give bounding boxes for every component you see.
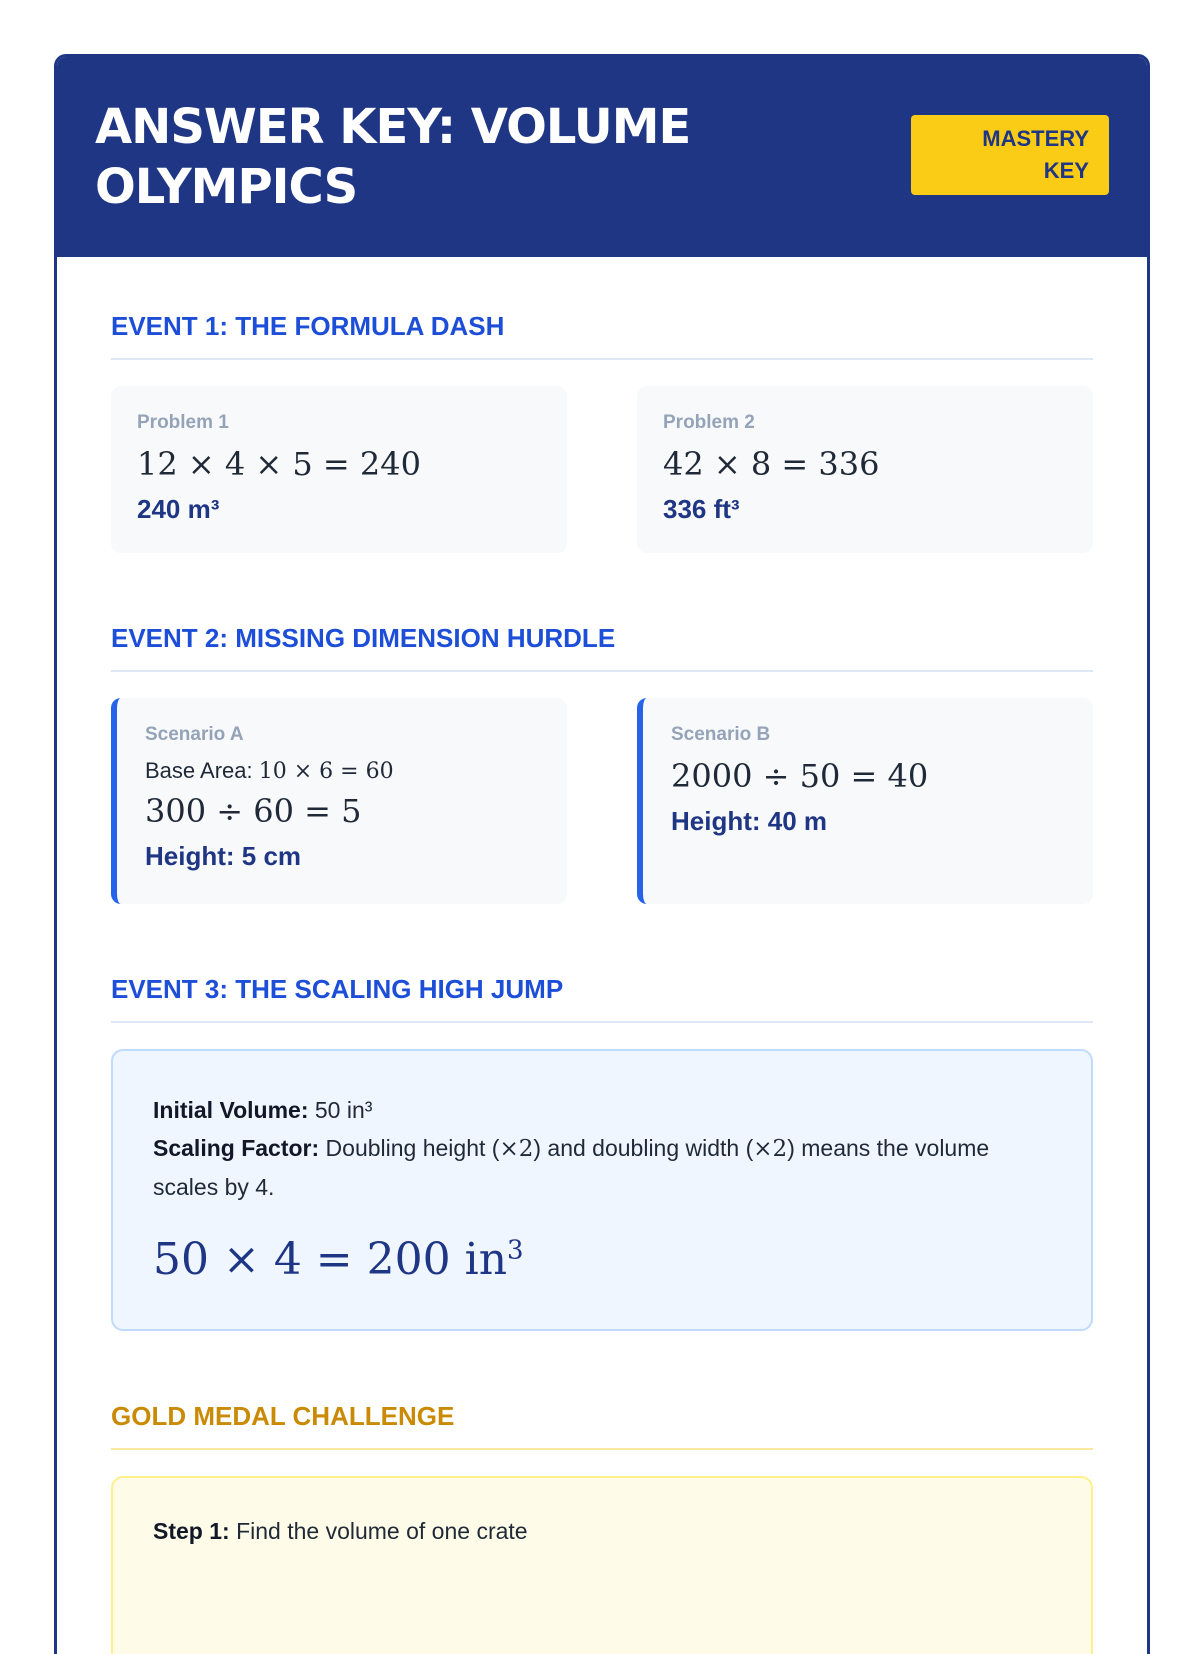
scaling-math: ×2 — [753, 1136, 788, 1162]
event-1-grid — [111, 386, 1093, 553]
result-equation: 50 × 4 = 200 in — [153, 1234, 508, 1285]
event-3-title: EVENT 3: THE SCALING HIGH JUMP — [111, 974, 1093, 1023]
initial-volume-label: Initial Volume: — [153, 1097, 309, 1123]
problem-answer: 240 m³ — [137, 494, 220, 524]
content — [57, 257, 1147, 1654]
problem-answer: 336 ft³ — [663, 494, 740, 524]
event-2-grid — [111, 698, 1093, 904]
initial-volume-line — [153, 1091, 1051, 1129]
problem-label: Problem 2 — [663, 412, 755, 433]
scenario-equation: 300 ÷ 60 = 5 — [145, 792, 362, 830]
step-1-line — [153, 1518, 1051, 1545]
header — [57, 57, 1147, 257]
scaling-factor-label: Scaling Factor: — [153, 1135, 320, 1161]
gold-challenge-title: GOLD MEDAL CHALLENGE — [111, 1401, 1093, 1450]
gold-challenge-box — [111, 1476, 1093, 1654]
problem-equation: 12 × 4 × 5 = 240 — [137, 445, 421, 483]
scenario-answer: Height: 40 m — [671, 806, 828, 836]
scenario-answer: Height: 5 cm — [145, 841, 302, 871]
scaling-text: Doubling height ( — [319, 1135, 500, 1161]
scenario-a-card — [111, 698, 567, 904]
scenario-equation: 2000 ÷ 50 = 40 — [671, 757, 929, 795]
scaling-box — [111, 1049, 1093, 1331]
scaling-math: ×2 — [499, 1136, 534, 1162]
problem-1-card — [111, 386, 567, 553]
problem-label: Problem 1 — [137, 412, 229, 433]
base-area-line — [145, 754, 541, 789]
mastery-key-badge: MASTERY KEY — [911, 115, 1109, 195]
base-area-math: 10 × 6 = 60 — [258, 759, 394, 784]
page-title: ANSWER KEY: VOLUME OLYMPICS — [95, 99, 691, 215]
step-1-label: Step 1: — [153, 1518, 230, 1544]
problem-2-card — [637, 386, 1093, 553]
problem-equation: 42 × 8 = 336 — [663, 445, 880, 483]
initial-volume-value: 50 in³ — [308, 1097, 373, 1123]
step-1-text: Find the volume of one crate — [229, 1518, 528, 1544]
scenario-label: Scenario B — [671, 724, 771, 745]
scaling-factor-line — [153, 1129, 1051, 1206]
scaling-result-equation — [153, 1234, 1051, 1285]
result-exponent: 3 — [507, 1235, 524, 1266]
scenario-label: Scenario A — [145, 724, 244, 745]
scenario-b-card — [637, 698, 1093, 904]
base-area-prefix: Base Area: — [145, 758, 259, 783]
event-2-title: EVENT 2: MISSING DIMENSION HURDLE — [111, 623, 1093, 672]
scaling-text: ) and doubling width ( — [533, 1135, 754, 1161]
scaling-text: ) means the volume scales by 4. — [153, 1135, 990, 1200]
answer-key-sheet — [54, 54, 1150, 1654]
event-1-title: EVENT 1: THE FORMULA DASH — [111, 311, 1093, 360]
